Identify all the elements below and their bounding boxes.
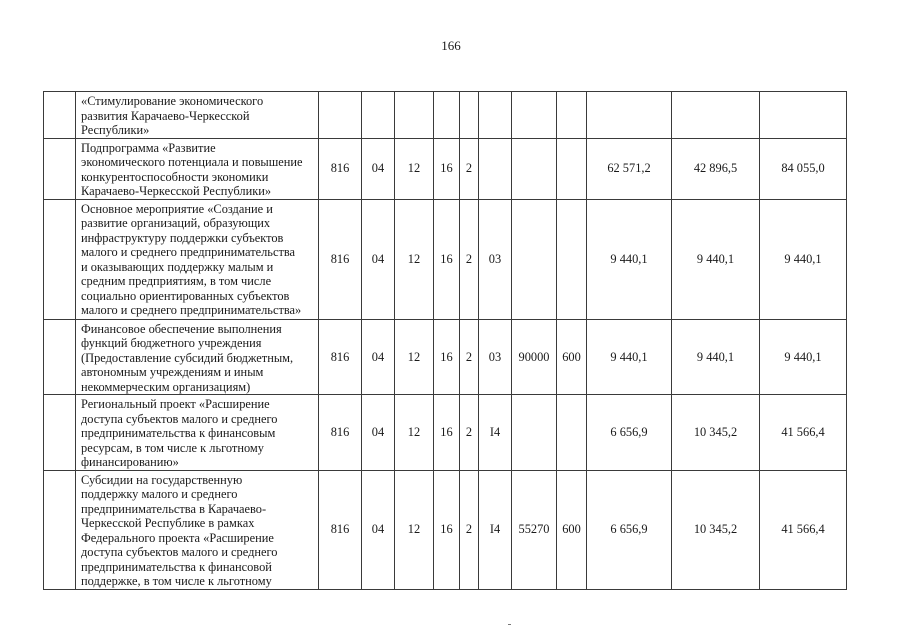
expense-type-cell xyxy=(557,199,587,319)
amount-3-cell: 41 566,4 xyxy=(760,395,847,471)
budget-table xyxy=(43,91,847,590)
amount-1-cell xyxy=(587,92,672,139)
program-code-cell xyxy=(434,92,460,139)
table-row xyxy=(44,319,847,395)
event-code-cell: 03 xyxy=(479,319,512,395)
section-code-cell: 04 xyxy=(362,138,395,199)
item-name-cell: Подпрограмма «Развитие экономического потенциала и повышение конкурентоспособности экономики Карачаево-Черкесской Республики» xyxy=(76,138,319,199)
item-name-cell: Основное мероприятие «Создание и развитие организаций, образующих инфраструктуру поддержки субъектов малого и среднего предпринимательства и оказывающих поддержку малым и средним предприятиям, в том числе социально ориентированных субъектов малого и среднего предпринимательства» xyxy=(76,199,319,319)
program-code-cell: 16 xyxy=(434,470,460,589)
event-code-cell: I4 xyxy=(479,470,512,589)
amount-2-cell: 10 345,2 xyxy=(672,470,760,589)
section-code-cell xyxy=(362,92,395,139)
item-name-cell: «Стимулирование экономического развития Карачаево-Черкесской Республики» xyxy=(76,92,319,139)
program-code-cell: 16 xyxy=(434,395,460,471)
amount-2-cell: 9 440,1 xyxy=(672,199,760,319)
program-code-cell: 16 xyxy=(434,199,460,319)
ministry-code-cell: 816 xyxy=(319,470,362,589)
subsection-code-cell: 12 xyxy=(395,470,434,589)
subprogram-code-cell xyxy=(460,92,479,139)
direction-code-cell: 55270 xyxy=(512,470,557,589)
expense-type-cell: 600 xyxy=(557,319,587,395)
event-code-cell: 03 xyxy=(479,199,512,319)
section-code-cell: 04 xyxy=(362,319,395,395)
table-row xyxy=(44,395,847,471)
item-name-cell: Субсидии на государственную поддержку малого и среднего предпринимательства в Карачаево- Черкесской Республике в рамках Федерального проекта «Расширение доступа субъектов малого и среднего предпринимательства к финансовой поддержке, в том числе к льготному xyxy=(76,470,319,589)
amount-1-cell: 9 440,1 xyxy=(587,319,672,395)
event-code-cell xyxy=(479,138,512,199)
subsection-code-cell xyxy=(395,92,434,139)
item-name-cell: Финансовое обеспечение выполнения функций бюджетного учреждения (Предоставление субсидий бюджетным, автономным учреждениям и иным некоммерческим организациям) xyxy=(76,319,319,395)
amount-3-cell: 84 055,0 xyxy=(760,138,847,199)
subprogram-code-cell: 2 xyxy=(460,470,479,589)
expense-type-cell: 600 xyxy=(557,470,587,589)
row-number-cell xyxy=(44,138,76,199)
amount-1-cell: 62 571,2 xyxy=(587,138,672,199)
row-number-cell xyxy=(44,92,76,139)
row-number-cell xyxy=(44,319,76,395)
amount-3-cell: 41 566,4 xyxy=(760,470,847,589)
amount-2-cell: 9 440,1 xyxy=(672,319,760,395)
subprogram-code-cell: 2 xyxy=(460,395,479,471)
direction-code-cell xyxy=(512,138,557,199)
ministry-code-cell xyxy=(319,92,362,139)
expense-type-cell xyxy=(557,138,587,199)
subprogram-code-cell: 2 xyxy=(460,199,479,319)
event-code-cell xyxy=(479,92,512,139)
scan-speck xyxy=(508,624,511,625)
row-number-cell xyxy=(44,470,76,589)
expense-type-cell xyxy=(557,92,587,139)
ministry-code-cell: 816 xyxy=(319,395,362,471)
amount-2-cell: 42 896,5 xyxy=(672,138,760,199)
amount-3-cell: 9 440,1 xyxy=(760,199,847,319)
section-code-cell: 04 xyxy=(362,395,395,471)
table-row xyxy=(44,199,847,319)
subprogram-code-cell: 2 xyxy=(460,138,479,199)
section-code-cell: 04 xyxy=(362,199,395,319)
page-number: 166 xyxy=(441,38,461,53)
subprogram-code-cell: 2 xyxy=(460,319,479,395)
subsection-code-cell: 12 xyxy=(395,138,434,199)
amount-1-cell: 6 656,9 xyxy=(587,470,672,589)
amount-2-cell xyxy=(672,92,760,139)
subsection-code-cell: 12 xyxy=(395,199,434,319)
subsection-code-cell: 12 xyxy=(395,319,434,395)
direction-code-cell xyxy=(512,92,557,139)
ministry-code-cell: 816 xyxy=(319,319,362,395)
expense-type-cell xyxy=(557,395,587,471)
row-number-cell xyxy=(44,395,76,471)
amount-3-cell xyxy=(760,92,847,139)
amount-1-cell: 9 440,1 xyxy=(587,199,672,319)
table-row xyxy=(44,138,847,199)
amount-2-cell: 10 345,2 xyxy=(672,395,760,471)
section-code-cell: 04 xyxy=(362,470,395,589)
program-code-cell: 16 xyxy=(434,319,460,395)
direction-code-cell xyxy=(512,199,557,319)
event-code-cell: I4 xyxy=(479,395,512,471)
program-code-cell: 16 xyxy=(434,138,460,199)
table-row xyxy=(44,470,847,589)
item-name-cell: Региональный проект «Расширение доступа субъектов малого и среднего предпринимательства к финансовым ресурсам, в том числе к льготному финансированию» xyxy=(76,395,319,471)
ministry-code-cell: 816 xyxy=(319,199,362,319)
amount-3-cell: 9 440,1 xyxy=(760,319,847,395)
amount-1-cell: 6 656,9 xyxy=(587,395,672,471)
table-row xyxy=(44,92,847,139)
direction-code-cell xyxy=(512,395,557,471)
direction-code-cell: 90000 xyxy=(512,319,557,395)
subsection-code-cell: 12 xyxy=(395,395,434,471)
ministry-code-cell: 816 xyxy=(319,138,362,199)
row-number-cell xyxy=(44,199,76,319)
